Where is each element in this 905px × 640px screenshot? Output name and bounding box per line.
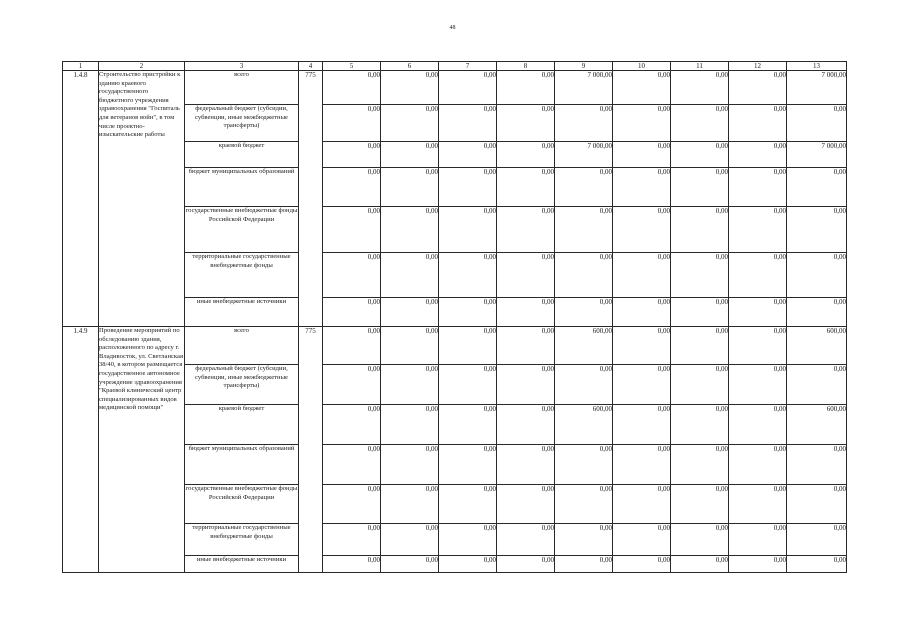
header-cell: 12 <box>729 62 787 71</box>
funding-source: государственные внебюджетные фонды Российской Федерации <box>185 207 299 253</box>
value-cell: 0,00 <box>497 327 555 365</box>
budget-table <box>62 61 847 573</box>
funding-source: государственные внебюджетные фонды Российской Федерации <box>185 485 299 524</box>
value-cell: 0,00 <box>439 485 497 524</box>
header-cell: 1 <box>63 62 99 71</box>
value-cell: 0,00 <box>323 445 381 485</box>
value-cell: 0,00 <box>323 485 381 524</box>
section-name: Строительство пристройки к зданию краевого государственного бюджетного учреждения здравоохранения "Госпиталь для ветеранов войн", в том числе проектно-изыскательские работы <box>99 71 185 327</box>
section-name: Проведение мероприятий по обследованию здания, расположенного по адресу г. Владивосток, ул. Светланская 38/40, в котором размещается государственное автономное учреждение здравоохранения "Краевой клинический центр специализированных видов медицинской помощи" <box>99 327 185 573</box>
value-cell: 0,00 <box>381 207 439 253</box>
value-cell: 0,00 <box>497 524 555 556</box>
value-cell: 0,00 <box>671 253 729 298</box>
funding-source: краевой бюджет <box>185 142 299 168</box>
value-cell: 0,00 <box>613 105 671 142</box>
value-cell: 0,00 <box>729 207 787 253</box>
value-cell: 0,00 <box>787 168 847 207</box>
value-cell: 0,00 <box>323 207 381 253</box>
value-cell: 600,00 <box>555 327 613 365</box>
value-cell: 0,00 <box>729 524 787 556</box>
value-cell: 0,00 <box>323 105 381 142</box>
value-cell: 0,00 <box>671 485 729 524</box>
value-cell: 0,00 <box>439 327 497 365</box>
header-cell: 9 <box>555 62 613 71</box>
value-cell: 0,00 <box>381 105 439 142</box>
value-cell: 0,00 <box>555 485 613 524</box>
value-cell: 0,00 <box>439 207 497 253</box>
value-cell: 0,00 <box>555 524 613 556</box>
value-cell: 0,00 <box>497 405 555 445</box>
header-cell: 10 <box>613 62 671 71</box>
value-cell: 0,00 <box>613 142 671 168</box>
value-cell: 0,00 <box>729 445 787 485</box>
value-cell: 600,00 <box>555 405 613 445</box>
value-cell: 0,00 <box>497 71 555 105</box>
value-cell: 0,00 <box>323 142 381 168</box>
value-cell: 0,00 <box>381 71 439 105</box>
value-cell: 0,00 <box>323 71 381 105</box>
value-cell: 0,00 <box>323 298 381 327</box>
header-row <box>63 62 847 71</box>
value-cell: 0,00 <box>729 105 787 142</box>
value-cell: 0,00 <box>671 365 729 405</box>
funding-source: территориальные государственные внебюджетные фонды <box>185 524 299 556</box>
value-cell: 0,00 <box>497 365 555 405</box>
section-number: 1.4.8 <box>63 71 99 327</box>
value-cell: 0,00 <box>555 365 613 405</box>
header-cell: 4 <box>299 62 323 71</box>
value-cell: 0,00 <box>671 71 729 105</box>
value-cell: 0,00 <box>729 71 787 105</box>
value-cell: 0,00 <box>729 327 787 365</box>
value-cell: 0,00 <box>729 253 787 298</box>
value-cell: 0,00 <box>381 524 439 556</box>
value-cell: 0,00 <box>613 253 671 298</box>
value-cell: 600,00 <box>787 327 847 365</box>
value-cell: 0,00 <box>671 142 729 168</box>
value-cell: 0,00 <box>497 207 555 253</box>
value-cell: 0,00 <box>729 485 787 524</box>
value-cell: 0,00 <box>555 556 613 573</box>
value-cell: 0,00 <box>671 405 729 445</box>
header-cell: 13 <box>787 62 847 71</box>
value-cell: 0,00 <box>555 105 613 142</box>
value-cell: 7 000,00 <box>555 71 613 105</box>
value-cell: 0,00 <box>439 365 497 405</box>
value-cell: 0,00 <box>555 298 613 327</box>
value-cell: 0,00 <box>787 524 847 556</box>
value-cell: 0,00 <box>671 445 729 485</box>
value-cell: 0,00 <box>381 327 439 365</box>
funding-source: бюджет муниципальных образований <box>185 445 299 485</box>
value-cell: 0,00 <box>323 168 381 207</box>
value-cell: 0,00 <box>497 142 555 168</box>
value-cell: 0,00 <box>381 485 439 524</box>
value-cell: 0,00 <box>439 556 497 573</box>
value-cell: 0,00 <box>729 365 787 405</box>
funding-source: иные внебюджетные источники <box>185 298 299 327</box>
value-cell: 0,00 <box>729 168 787 207</box>
funding-source: территориальные государственные внебюджетные фонды <box>185 253 299 298</box>
value-cell: 0,00 <box>729 556 787 573</box>
value-cell: 0,00 <box>381 445 439 485</box>
value-cell: 0,00 <box>613 327 671 365</box>
value-cell: 0,00 <box>787 485 847 524</box>
value-cell: 0,00 <box>613 485 671 524</box>
value-cell: 0,00 <box>613 556 671 573</box>
value-cell: 0,00 <box>497 445 555 485</box>
value-cell: 0,00 <box>555 168 613 207</box>
value-cell: 0,00 <box>671 327 729 365</box>
table-row <box>63 327 847 365</box>
value-cell: 7 000,00 <box>787 71 847 105</box>
funding-source: бюджет муниципальных образований <box>185 168 299 207</box>
value-cell: 0,00 <box>787 207 847 253</box>
value-cell: 0,00 <box>323 365 381 405</box>
value-cell: 0,00 <box>323 405 381 445</box>
value-cell: 0,00 <box>497 253 555 298</box>
header-cell: 6 <box>381 62 439 71</box>
value-cell: 0,00 <box>613 71 671 105</box>
value-cell: 0,00 <box>497 556 555 573</box>
header-cell: 11 <box>671 62 729 71</box>
table-body <box>63 62 847 573</box>
funding-source: всего <box>185 327 299 365</box>
value-cell: 0,00 <box>671 524 729 556</box>
value-cell: 0,00 <box>439 524 497 556</box>
value-cell: 0,00 <box>439 168 497 207</box>
value-cell: 0,00 <box>671 105 729 142</box>
value-cell: 600,00 <box>787 405 847 445</box>
value-cell: 0,00 <box>439 105 497 142</box>
value-cell: 0,00 <box>381 253 439 298</box>
value-cell: 0,00 <box>613 524 671 556</box>
value-cell: 0,00 <box>381 142 439 168</box>
value-cell: 7 000,00 <box>787 142 847 168</box>
value-cell: 0,00 <box>729 298 787 327</box>
header-cell: 2 <box>99 62 185 71</box>
funding-source: краевой бюджет <box>185 405 299 445</box>
value-cell: 0,00 <box>323 556 381 573</box>
value-cell: 0,00 <box>787 253 847 298</box>
header-cell: 3 <box>185 62 299 71</box>
header-cell: 8 <box>497 62 555 71</box>
table-row <box>63 71 847 105</box>
value-cell: 0,00 <box>381 298 439 327</box>
value-cell: 0,00 <box>439 253 497 298</box>
value-cell: 0,00 <box>671 556 729 573</box>
header-cell: 5 <box>323 62 381 71</box>
value-cell: 0,00 <box>787 445 847 485</box>
value-cell: 0,00 <box>439 445 497 485</box>
value-cell: 0,00 <box>381 556 439 573</box>
value-cell: 0,00 <box>671 298 729 327</box>
value-cell: 0,00 <box>787 105 847 142</box>
value-cell: 0,00 <box>613 445 671 485</box>
value-cell: 0,00 <box>787 556 847 573</box>
ministry-code: 775 <box>299 327 323 573</box>
value-cell: 0,00 <box>671 168 729 207</box>
funding-source: иные внебюджетные источники <box>185 556 299 573</box>
value-cell: 0,00 <box>497 105 555 142</box>
value-cell: 0,00 <box>497 298 555 327</box>
value-cell: 0,00 <box>671 207 729 253</box>
ministry-code: 775 <box>299 71 323 327</box>
value-cell: 0,00 <box>381 168 439 207</box>
value-cell: 0,00 <box>497 485 555 524</box>
value-cell: 0,00 <box>729 142 787 168</box>
value-cell: 0,00 <box>613 365 671 405</box>
value-cell: 0,00 <box>497 168 555 207</box>
funding-source: федеральный бюджет (субсидии, субвенции, иные межбюджетные трансферты) <box>185 105 299 142</box>
value-cell: 0,00 <box>613 298 671 327</box>
funding-source: федеральный бюджет (субсидии, субвенции, иные межбюджетные трансферты) <box>185 365 299 405</box>
value-cell: 0,00 <box>323 327 381 365</box>
value-cell: 0,00 <box>613 168 671 207</box>
value-cell: 0,00 <box>439 405 497 445</box>
value-cell: 0,00 <box>613 405 671 445</box>
value-cell: 0,00 <box>787 298 847 327</box>
section-number: 1.4.9 <box>63 327 99 573</box>
value-cell: 0,00 <box>555 253 613 298</box>
funding-source: всего <box>185 71 299 105</box>
value-cell: 0,00 <box>787 365 847 405</box>
value-cell: 0,00 <box>439 71 497 105</box>
value-cell: 0,00 <box>555 207 613 253</box>
value-cell: 0,00 <box>439 142 497 168</box>
value-cell: 0,00 <box>381 365 439 405</box>
value-cell: 0,00 <box>323 524 381 556</box>
page-number: 48 <box>449 25 456 31</box>
value-cell: 0,00 <box>613 207 671 253</box>
header-cell: 7 <box>439 62 497 71</box>
value-cell: 0,00 <box>729 405 787 445</box>
value-cell: 0,00 <box>439 298 497 327</box>
value-cell: 0,00 <box>323 253 381 298</box>
value-cell: 7 000,00 <box>555 142 613 168</box>
value-cell: 0,00 <box>555 445 613 485</box>
value-cell: 0,00 <box>381 405 439 445</box>
